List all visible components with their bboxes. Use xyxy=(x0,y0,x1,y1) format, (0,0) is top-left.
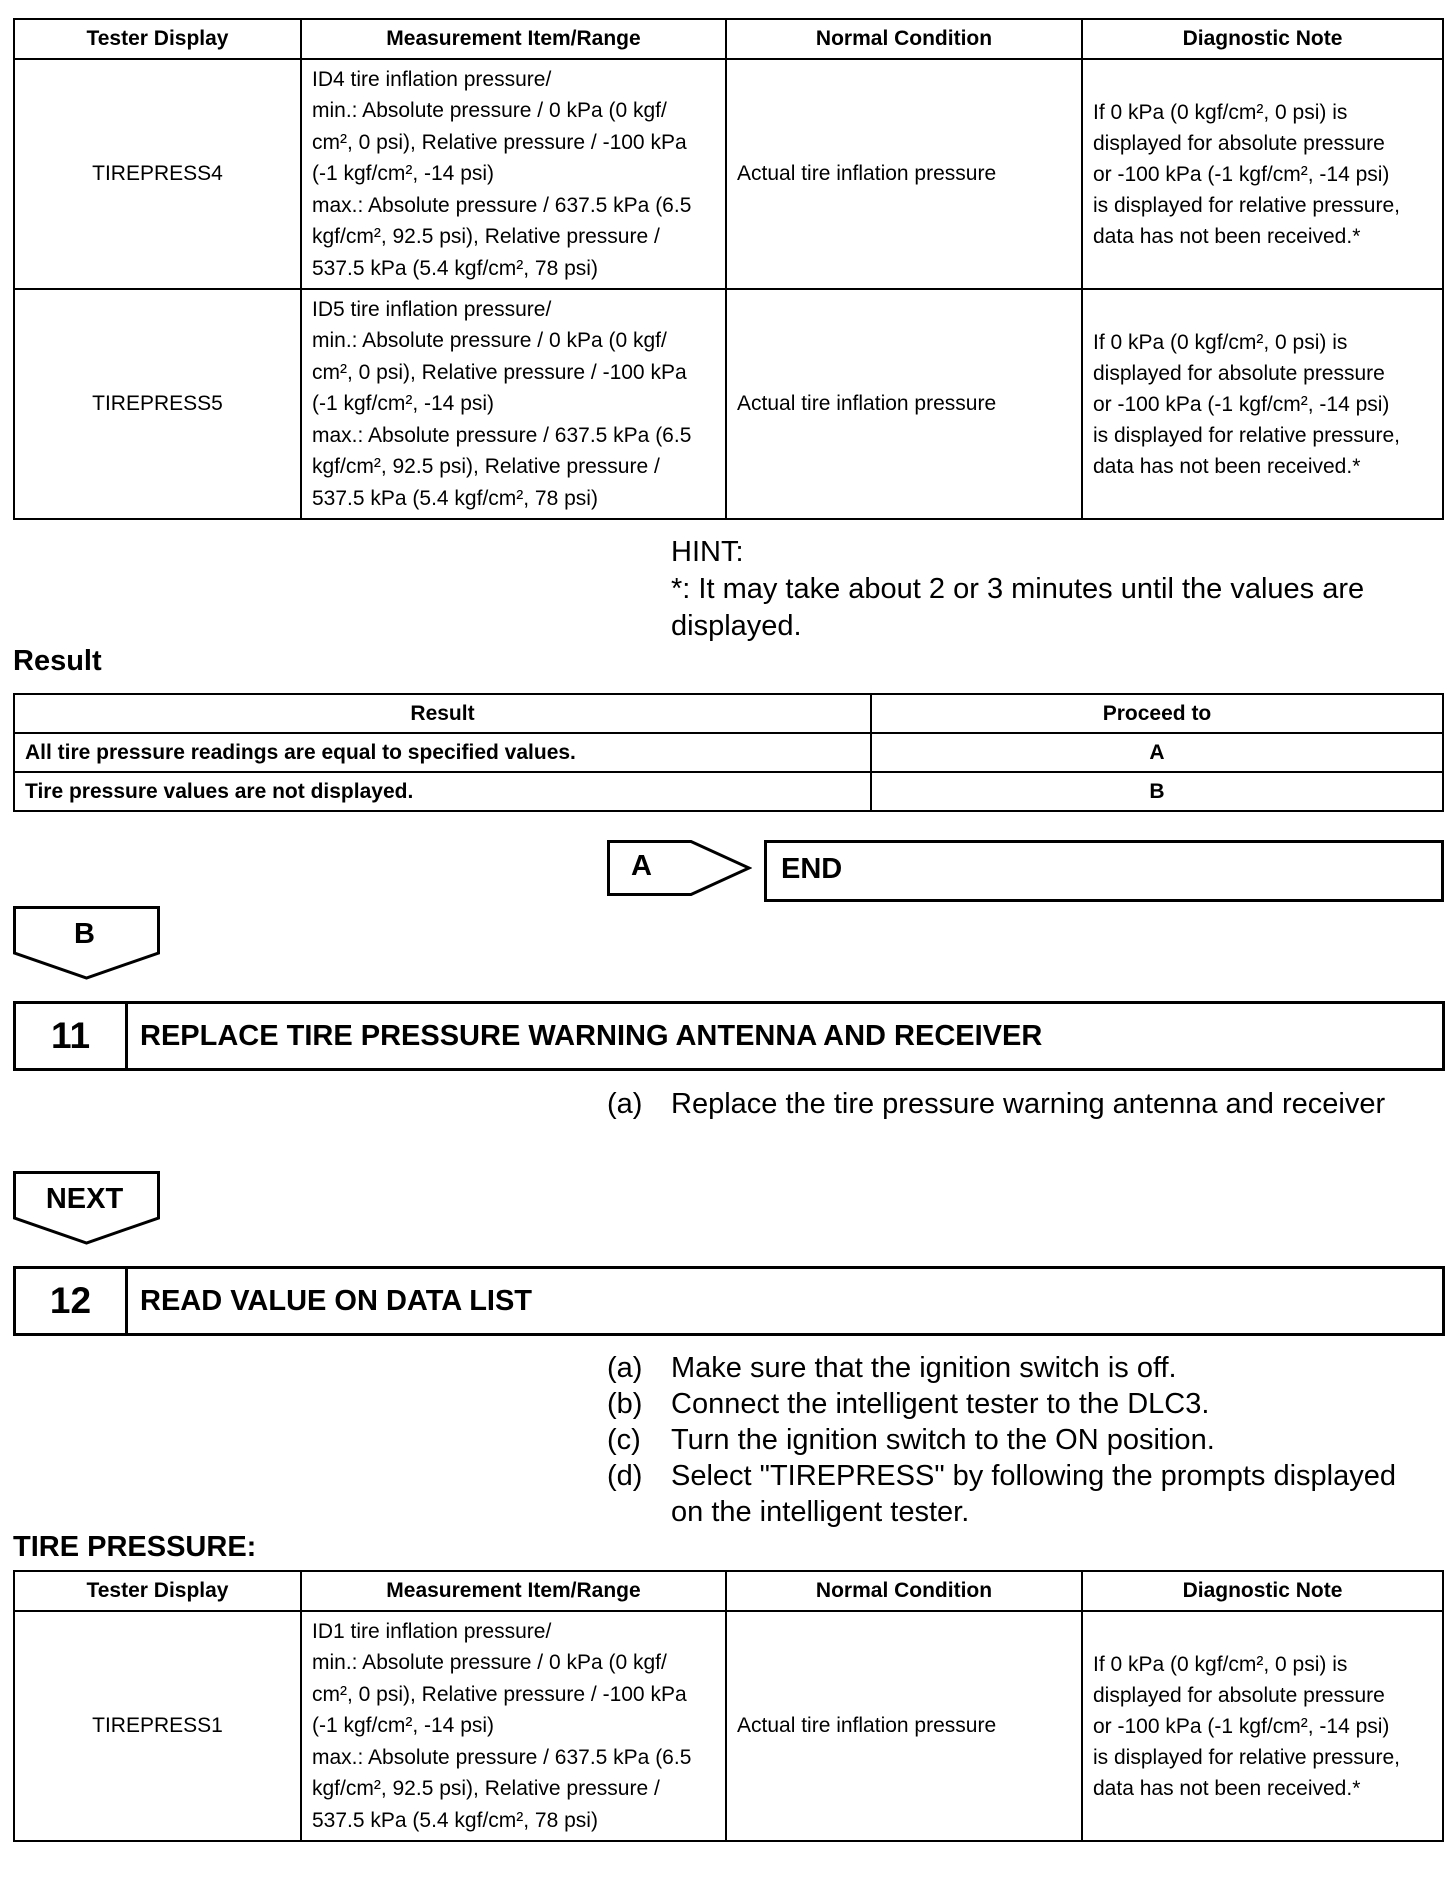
range-line: max.: Absolute pressure / 637.5 kPa (6.5 xyxy=(312,193,692,217)
step-number: 12 xyxy=(16,1269,128,1333)
note-line: is displayed for relative pressure, xyxy=(1093,1745,1400,1769)
table-row xyxy=(14,1611,1443,1841)
col-normal-condition: Normal Condition xyxy=(726,19,1082,59)
substep-label: (c) xyxy=(607,1424,641,1456)
tester-display-cell: TIREPRESS5 xyxy=(14,289,301,519)
step-title: READ VALUE ON DATA LIST xyxy=(140,1285,533,1317)
data-list-table-bottom xyxy=(13,1570,1444,1842)
data-list-table-top xyxy=(13,18,1444,520)
diagnostic-note-cell xyxy=(1082,1611,1443,1841)
substep-label: (d) xyxy=(607,1460,643,1492)
col-normal-condition: Normal Condition xyxy=(726,1571,1082,1611)
note-line: data has not been received.* xyxy=(1093,454,1361,478)
proceed-cell: A xyxy=(871,733,1443,772)
result-table xyxy=(13,693,1444,812)
range-line: kgf/cm², 92.5 psi), Relative pressure / xyxy=(312,225,660,249)
substep-continuation: on the intelligent tester. xyxy=(671,1496,970,1528)
note-line: or -100 kPa (-1 kgf/cm², -14 psi) xyxy=(1093,162,1390,186)
substep-label: (a) xyxy=(607,1088,643,1120)
flow-b-marker xyxy=(13,906,160,980)
range-line: ID1 tire inflation pressure/ xyxy=(312,1619,552,1643)
hint-text: *: It may take about 2 or 3 minutes until the values are xyxy=(671,573,1365,605)
normal-condition-cell: Actual tire inflation pressure xyxy=(726,289,1082,519)
range-line: 537.5 kPa (5.4 kgf/cm², 78 psi) xyxy=(312,256,598,280)
range-line: 537.5 kPa (5.4 kgf/cm², 78 psi) xyxy=(312,1808,598,1832)
col-measurement-range: Measurement Item/Range xyxy=(301,1571,726,1611)
result-col-header: Result xyxy=(14,694,871,733)
col-diagnostic-note: Diagnostic Note xyxy=(1082,1571,1443,1611)
note-line: displayed for absolute pressure xyxy=(1093,361,1385,385)
substep-label: (a) xyxy=(607,1352,643,1384)
col-measurement-range: Measurement Item/Range xyxy=(301,19,726,59)
range-line: cm², 0 psi), Relative pressure / -100 kPa xyxy=(312,1682,687,1706)
flow-next-marker xyxy=(13,1171,160,1245)
note-line: is displayed for relative pressure, xyxy=(1093,193,1400,217)
end-label: END xyxy=(781,853,843,885)
substep-label: (b) xyxy=(607,1388,643,1420)
diagnostic-note-cell xyxy=(1082,289,1443,519)
range-line: (-1 kgf/cm², -14 psi) xyxy=(312,1714,495,1738)
table-row xyxy=(14,59,1443,289)
substep-text: Replace the tire pressure warning antenna and receiver xyxy=(671,1088,1386,1120)
step-12-header xyxy=(13,1266,1445,1336)
note-line: is displayed for relative pressure, xyxy=(1093,423,1400,447)
hint-block xyxy=(671,534,1364,645)
note-line: If 0 kPa (0 kgf/cm², 0 psi) is xyxy=(1093,330,1348,354)
range-line: min.: Absolute pressure / 0 kPa (0 kgf/ xyxy=(312,329,667,353)
range-line: cm², 0 psi), Relative pressure / -100 kPa xyxy=(312,130,687,154)
range-line: min.: Absolute pressure / 0 kPa (0 kgf/ xyxy=(312,99,667,123)
range-line: cm², 0 psi), Relative pressure / -100 kPa xyxy=(312,360,687,384)
substep-text: Connect the intelligent tester to the DLC3. xyxy=(671,1388,1210,1420)
flow-a-arrow xyxy=(607,840,752,896)
hint-label: HINT: xyxy=(671,536,744,568)
col-diagnostic-note: Diagnostic Note xyxy=(1082,19,1443,59)
range-line: 537.5 kPa (5.4 kgf/cm², 78 psi) xyxy=(312,486,598,510)
measurement-range-cell xyxy=(301,59,726,289)
col-tester-display: Tester Display xyxy=(14,1571,301,1611)
col-tester-display: Tester Display xyxy=(14,19,301,59)
tire-pressure-heading: TIRE PRESSURE: xyxy=(13,1531,257,1563)
measurement-range-cell xyxy=(301,1611,726,1841)
diagnostic-note-cell xyxy=(1082,59,1443,289)
note-line: displayed for absolute pressure xyxy=(1093,1683,1385,1707)
range-line: max.: Absolute pressure / 637.5 kPa (6.5 xyxy=(312,1745,692,1769)
range-line: kgf/cm², 92.5 psi), Relative pressure / xyxy=(312,455,660,479)
note-line: data has not been received.* xyxy=(1093,1776,1361,1800)
step-11-header xyxy=(13,1001,1445,1071)
flow-next-label: NEXT xyxy=(45,1183,124,1215)
note-line: displayed for absolute pressure xyxy=(1093,131,1385,155)
range-line: (-1 kgf/cm², -14 psi) xyxy=(312,392,495,416)
note-line: If 0 kPa (0 kgf/cm², 0 psi) is xyxy=(1093,1652,1348,1676)
range-line: (-1 kgf/cm², -14 psi) xyxy=(312,162,495,186)
measurement-range-cell xyxy=(301,289,726,519)
end-box xyxy=(764,840,1444,902)
tester-display-cell: TIREPRESS1 xyxy=(14,1611,301,1841)
note-line: If 0 kPa (0 kgf/cm², 0 psi) is xyxy=(1093,100,1348,124)
result-cell: All tire pressure readings are equal to specified values. xyxy=(14,733,871,772)
range-line: ID4 tire inflation pressure/ xyxy=(312,67,552,91)
table-row xyxy=(14,289,1443,519)
note-line: or -100 kPa (-1 kgf/cm², -14 psi) xyxy=(1093,392,1390,416)
flow-a-label: A xyxy=(631,850,652,882)
result-heading: Result xyxy=(13,645,102,677)
flow-b-label: B xyxy=(74,918,95,950)
step-number: 11 xyxy=(16,1004,128,1068)
step-title: REPLACE TIRE PRESSURE WARNING ANTENNA AND RECEIVER xyxy=(140,1020,1043,1052)
proceed-cell: B xyxy=(871,772,1443,811)
substep-text: Make sure that the ignition switch is off. xyxy=(671,1352,1177,1384)
hint-text-cont: displayed. xyxy=(671,610,802,642)
range-line: min.: Absolute pressure / 0 kPa (0 kgf/ xyxy=(312,1651,667,1675)
substep-text: Select "TIREPRESS" by following the prompts displayed xyxy=(671,1460,1396,1492)
note-line: data has not been received.* xyxy=(1093,224,1361,248)
normal-condition-cell: Actual tire inflation pressure xyxy=(726,59,1082,289)
note-line: or -100 kPa (-1 kgf/cm², -14 psi) xyxy=(1093,1714,1390,1738)
tester-display-cell: TIREPRESS4 xyxy=(14,59,301,289)
range-line: kgf/cm², 92.5 psi), Relative pressure / xyxy=(312,1777,660,1801)
result-cell: Tire pressure values are not displayed. xyxy=(14,772,871,811)
proceed-col-header: Proceed to xyxy=(871,694,1443,733)
substep-text: Turn the ignition switch to the ON position. xyxy=(671,1424,1215,1456)
table-row xyxy=(14,772,1443,811)
normal-condition-cell: Actual tire inflation pressure xyxy=(726,1611,1082,1841)
range-line: max.: Absolute pressure / 637.5 kPa (6.5 xyxy=(312,423,692,447)
range-line: ID5 tire inflation pressure/ xyxy=(312,297,552,321)
arrow-right-icon xyxy=(607,840,752,896)
table-row xyxy=(14,733,1443,772)
